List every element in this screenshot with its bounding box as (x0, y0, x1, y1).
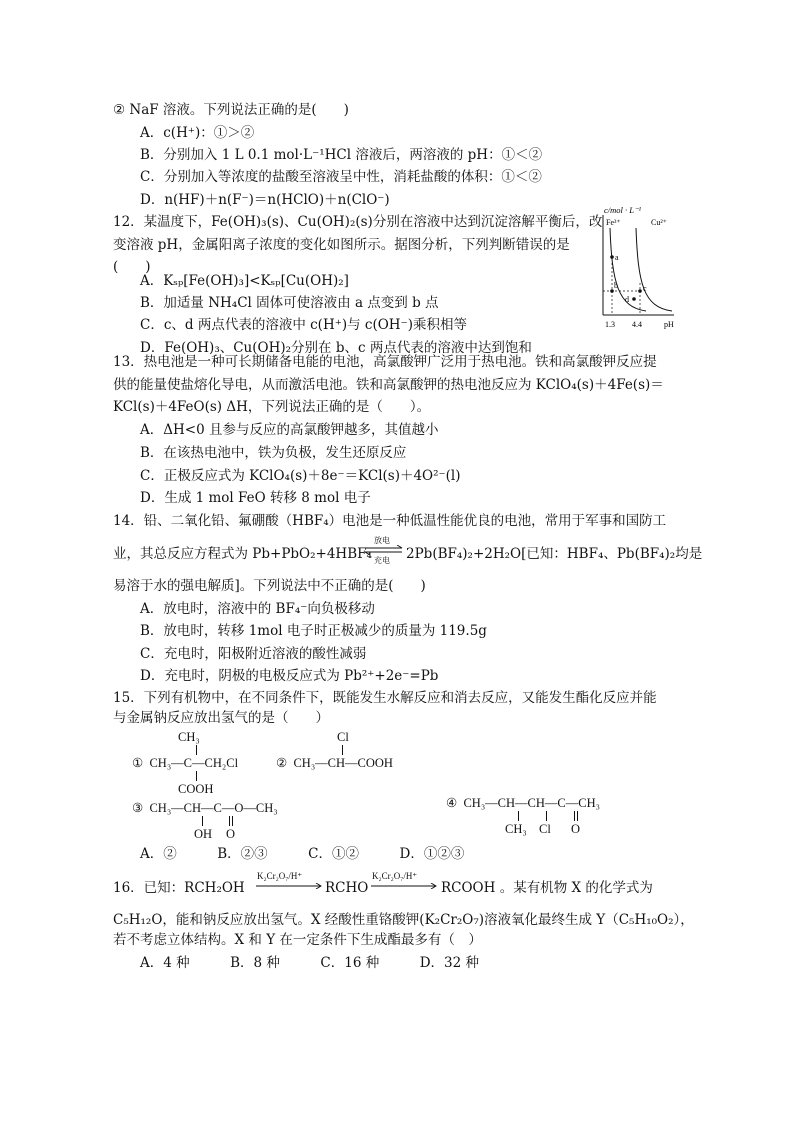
s3-main: ③ CH₃—CH—C—O—CH₃ (132, 801, 278, 815)
q13-option-b: B．在该热电池中，铁为负极，发生还原反应 (140, 445, 407, 461)
q16-stem-2: C₅H₁₂O，能和钠反应放出氢气。X 经酸性重铬酸钾(K₂Cr₂O₇)溶液氧化最终生成 Y（C₅H₁₀O₂）， (113, 912, 694, 928)
q12-option-b: B．加适量 NH₄Cl 固体可使溶液由 a 点变到 b 点 (140, 295, 439, 311)
s4-bond-cl (546, 811, 547, 821)
graph-x-label: pH (664, 320, 674, 329)
graph-y-label: c/mol · L⁻¹ (604, 205, 642, 215)
s1-top: CH₃ (178, 730, 200, 744)
q14-stem-2b: 2Pb(BF₄)₂+2H₂O[已知：HBF₄、Pb(BF₄)₂均是 (406, 546, 703, 562)
q16-arrow-2 (370, 871, 438, 891)
q12-solubility-graph (596, 203, 684, 331)
q14-arrow-top-label: 放电 (374, 536, 390, 545)
s3-o: O (226, 827, 236, 841)
q14-reversible-arrow (364, 535, 404, 565)
q15-stem-2: 与金属钠反应放出氢气的是（ ） (113, 710, 329, 726)
q16-options: A．4 种 B．8 种 C．16 种 D．32 种 (140, 955, 480, 971)
q11-option-a: A．c(H⁺)：①＞② (140, 125, 255, 141)
graph-point-d (632, 297, 636, 301)
q12-stem-3: ( ) (113, 259, 151, 275)
s3-oh: OH (194, 827, 213, 841)
q16-stem-1a: 16．已知：RCH₂OH (113, 880, 245, 896)
q16-stem-1b: RCHO (325, 880, 369, 896)
s1-main: ① CH₃—C—CH₂Cl (132, 756, 239, 770)
q16-arrow-2-label: K₂Cr₂O₇/H⁺ (372, 871, 418, 881)
q13-option-a: A．ΔH<0 且参与反应的高氯酸钾越多，其值越小 (140, 422, 439, 438)
s4-bond-o-1 (574, 811, 575, 821)
s2-bond-up (342, 745, 343, 755)
q16-arrow-1 (255, 871, 323, 891)
s3-bond-o-1 (229, 816, 230, 826)
graph-point-a-label: a (615, 253, 619, 262)
q14-option-b: B．放电时，转移 1mol 电子时正极减少的质量为 119.5g (140, 623, 487, 639)
q11-intro: ② NaF 溶液。下列说法正确的是( ) (113, 102, 349, 118)
right-arrow-icon (370, 883, 438, 889)
s2-top: Cl (337, 730, 349, 744)
q14-stem-1: 14．铅、二氧化铅、氟硼酸（HBF₄）电池是一种低温性能优良的电池，常用于军事和国防工 (113, 513, 667, 529)
q14-stem-3: 易溶于水的强电解质]。下列说法中不正确的是( ) (113, 578, 426, 594)
q13-option-c: C．正极反应式为 KClO₄(s)＋8e⁻＝KCl(s)＋4O²⁻(l) (140, 468, 461, 484)
q15-options: A．② B．②③ C．①② D．①②③ (140, 846, 465, 862)
s4-main: ④ CH₃—CH—CH—C—CH₃ (446, 796, 600, 810)
s4-bond-ch3 (518, 811, 519, 821)
q13-stem-2: 供的能量使盐熔化导电，从而激活电池。铁和高氯酸钾的热电池反应为 KClO₄(s)＋4Fe(s)＝ (113, 377, 664, 393)
q11-option-b: B．分别加入 1 L 0.1 mol·L⁻¹HCl 溶液后，两溶液的 pH：①＜② (140, 147, 543, 163)
graph-point-c-label: c (643, 284, 647, 293)
graph-point-c (638, 289, 642, 293)
q12-option-c: C．c、d 两点代表的溶液中 c(H⁺)与 c(OH⁻)乘积相等 (140, 317, 467, 333)
q14-option-d: D．充电时，阴极的电极反应式为 Pb²⁺+2e⁻=Pb (140, 668, 439, 684)
double-arrow-icon (364, 545, 404, 555)
q14-stem-2a: 业，其总反应方程式为 Pb+PbO₂+4HBF₄ (113, 546, 372, 562)
s2-main: ② CH₃—CH—COOH (276, 756, 393, 770)
s4-cl: Cl (539, 822, 551, 836)
s3-bond-o-2 (232, 816, 233, 826)
s1-bottom: COOH (178, 782, 214, 796)
q12-option-a: A．Kₛₚ[Fe(OH)₃]<Kₛₚ[Cu(OH)₂] (140, 273, 349, 289)
s4-bond-o-2 (577, 811, 578, 821)
q14-option-c: C．充电时，阳极附近溶液的酸性减弱 (140, 646, 367, 662)
right-arrow-icon (255, 883, 323, 889)
q16-arrow-1-label: K₂Cr₂O₇/H⁺ (257, 871, 303, 881)
q13-stem-3: KCl(s)＋4FeO(s) ΔH，下列说法正确的是（ ）。 (113, 399, 431, 415)
q12-stem-2: 变溶液 pH，金属阳离子浓度的变化如图所示。据图分析，下列判断错误的是 (113, 237, 570, 253)
q11-option-c: C．分别加入等浓度的盐酸至溶液呈中性，消耗盐酸的体积：①＜② (140, 169, 542, 185)
q11-option-d: D．n(HF)＋n(F⁻)＝n(HClO)＋n(ClO⁻) (140, 192, 390, 208)
graph-label-cu: Cu²⁺ (651, 218, 667, 227)
graph-x-tick-2: 4.4 (632, 320, 642, 329)
s4-o: O (571, 822, 581, 836)
graph-point-a (610, 255, 614, 259)
s1-bond-down (196, 771, 197, 781)
q14-option-a: A．放电时，溶液中的 BF₄⁻向负极移动 (140, 601, 375, 617)
graph-label-fe: Fe³⁺ (606, 218, 621, 227)
s1-bond-up (196, 745, 197, 755)
graph-point-b-label: b (614, 281, 618, 290)
q13-stem-1: 13．热电池是一种可长期储备电能的电池，高氯酸钾广泛用于热电池。铁和高氯酸钾反应提 (113, 354, 657, 370)
q16-stem-1c: RCOOH 。某有机物 X 的化学式为 (441, 880, 653, 896)
q12-option-d: D．Fe(OH)₃、Cu(OH)₂分别在 b、c 两点代表的溶液中达到饱和 (140, 340, 532, 356)
q12-stem-1: 12．某温度下，Fe(OH)₃(s)、Cu(OH)₂(s)分别在溶液中达到沉淀溶解平衡后，改 (113, 214, 603, 230)
s3-bond-oh (202, 816, 203, 826)
graph-x-tick-1: 1.3 (605, 320, 615, 329)
graph-point-d-label: d (625, 295, 629, 304)
graph-curve-cu (636, 228, 672, 311)
s4-ch3: CH₃ (505, 822, 527, 836)
q13-option-d: D．生成 1 mol FeO 转移 8 mol 电子 (140, 490, 371, 506)
q14-arrow-bottom-label: 充电 (374, 556, 390, 565)
q15-stem-1: 15．下列有机物中，在不同条件下，既能发生水解反应和消去反应，又能发生酯化反应并能 (113, 690, 657, 706)
q16-stem-3: 若不考虑立体结构。X 和 Y 在一定条件下生成酯最多有（ ） (113, 932, 482, 948)
